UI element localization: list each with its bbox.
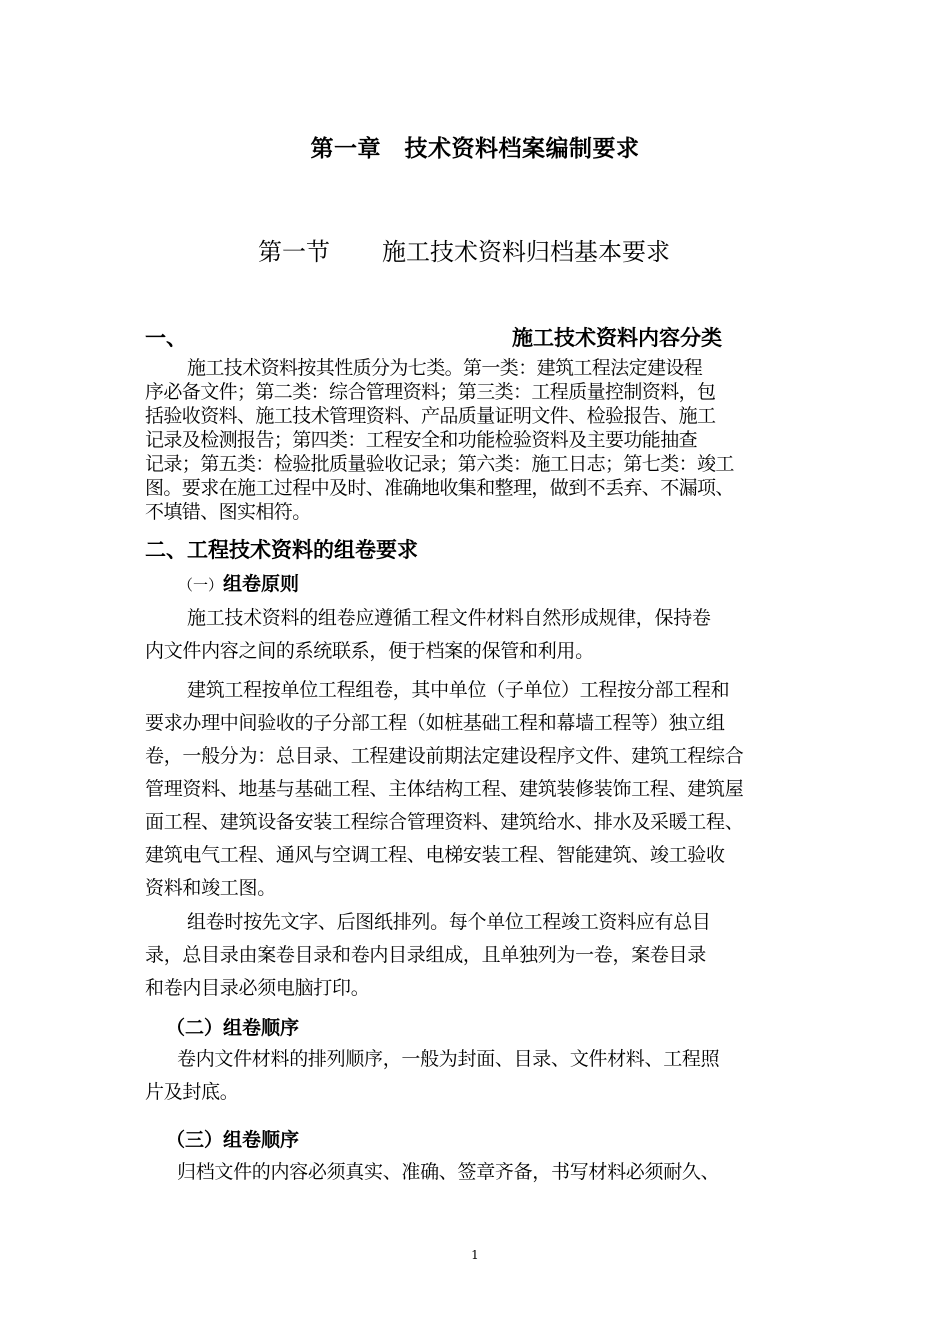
sub3-title: （三）组卷顺序 [166,1129,300,1151]
sub1-title: 组卷原则 [223,573,300,595]
paragraph-line: 组卷时按先文字、后图纸排列。每个单位工程竣工资料应有总目 [187,911,711,933]
sub2-paragraph [145,1043,825,1109]
paragraph-line: 记录及检测报告；第四类：工程安全和功能检验资料及主要功能抽查 [145,429,698,451]
paragraph-line: 片及封底。 [145,1081,239,1103]
sub3-paragraph [145,1156,825,1189]
paragraph-line: 建筑工程按单位工程组卷，其中单位（子单位）工程按分部工程和 [187,679,730,701]
paragraph-line: 卷内文件材料的排列顺序，一般为封面、目录、文件材料、工程照 [177,1048,720,1070]
paragraph-line: 管理资料、地基与基础工程、主体结构工程、建筑装修装饰工程、建筑屋 [145,778,744,800]
paragraph-line: 施工技术资料按其性质分为七类。第一类：建筑工程法定建设程 [187,357,703,379]
paragraph-line: 资料和竣工图。 [145,877,276,899]
paragraph-line: 面工程、建筑设备安装工程综合管理资料、建筑给水、排水及采暖工程、 [145,811,744,833]
paragraph-line: 卷，一般分为：总目录、工程建设前期法定建设程序文件、建筑工程综合 [145,745,744,767]
section-text: 施工技术资料归档基本要求 [382,238,670,266]
paragraph-line: 要求办理中间验收的子分部工程（如桩基础工程和幕墙工程等）独立组 [145,712,725,734]
sub2-title: （二）组卷顺序 [166,1017,300,1039]
page-number: 1 [471,1248,479,1262]
sub1-paragraph-2 [145,674,825,905]
paragraph-line: 序必备文件；第二类：综合管理资料；第三类：工程质量控制资料，包 [145,381,716,403]
sub1-number: （一） [178,576,224,594]
paragraph-line: 记录；第五类：检验批质量验收记录；第六类：施工日志；第七类：竣工 [145,453,734,475]
paragraph-line: 内文件内容之间的系统联系，便于档案的保管和利用。 [145,640,594,662]
paragraph-line: 录，总目录由案卷目录和卷内目录组成，且单独列为一卷，案卷目录 [145,944,707,966]
chapter-title: 第一章 技术资料档案编制要求 [310,136,640,162]
paragraph-line: 归档文件的内容必须真实、准确、签章齐备，书写材料必须耐久、 [177,1161,720,1183]
section-number: 第一节 [258,238,330,266]
section-title [258,232,670,267]
paragraph-line: 建筑电气工程、通风与空调工程、电梯安装工程、智能建筑、竣工验收 [145,844,725,866]
sub1-paragraph-1 [145,602,825,668]
part2-title: 二、工程技术资料的组卷要求 [145,538,418,562]
part1-paragraph [145,356,825,524]
paragraph-line: 施工技术资料的组卷应遵循工程文件材料自然形成规律，保持卷 [187,607,711,629]
paragraph-line: 不填错、图实相符。 [145,501,311,523]
part1-title: 施工技术资料内容分类 [512,326,722,350]
paragraph-line: 和卷内目录必须电脑打印。 [145,977,370,999]
paragraph-line: 图。要求在施工过程中及时、准确地收集和整理，做到不丢弃、不漏项、 [145,477,734,499]
paragraph-line: 括验收资料、施工技术管理资料、产品质量证明文件、检验报告、施工 [145,405,716,427]
sub1-heading [178,569,299,596]
part1-number: 一、 [145,326,187,350]
sub1-paragraph-3 [145,906,825,1005]
